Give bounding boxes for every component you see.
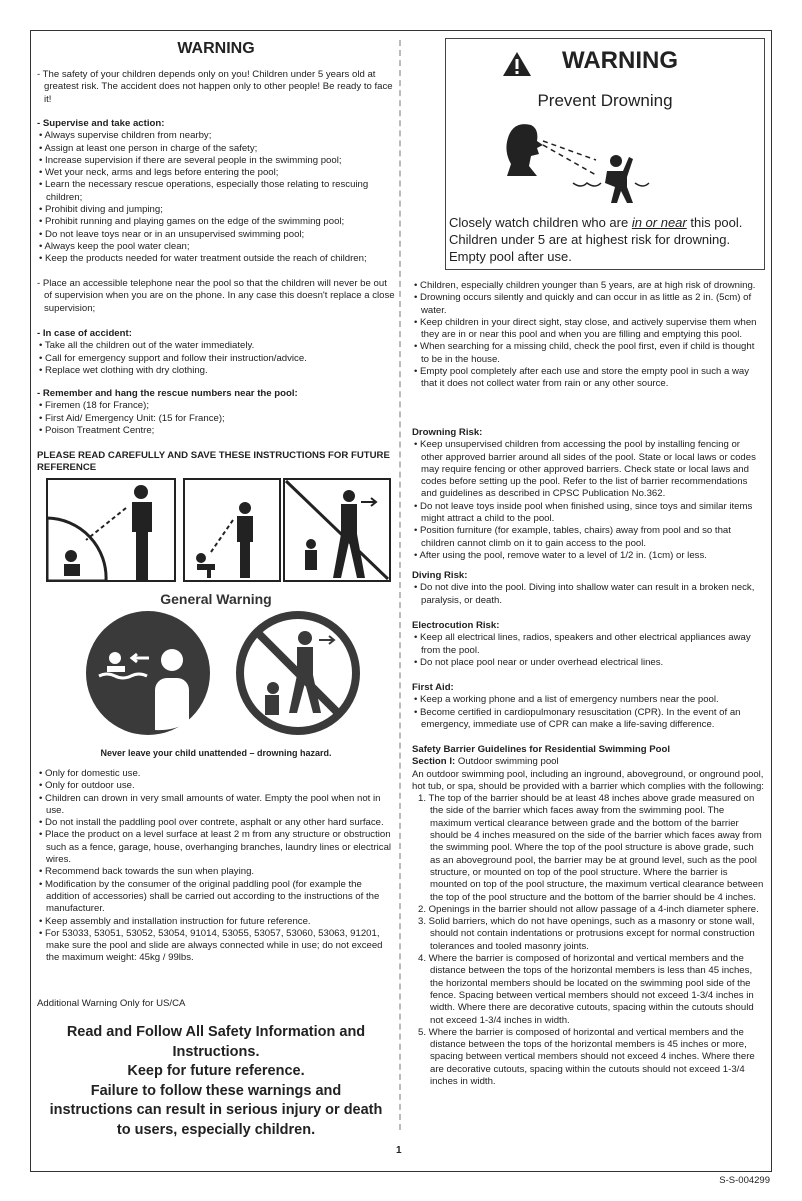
closing-line: Keep for future reference. — [127, 1063, 305, 1079]
list-item: • Poison Treatment Centre; — [37, 425, 395, 437]
list-item: • Keep all electrical lines, radios, speakers and other electrical appliances away from the pool. — [412, 632, 764, 657]
list-item: • Always keep the pool water clean; — [37, 241, 395, 253]
document-code: S-S-004299 — [719, 1175, 770, 1186]
rescue-heading: - Remember and hang the rescue numbers near the pool: — [37, 388, 298, 399]
telephone-paragraph: - Place an accessible telephone near the pool so that the children will never be out of supervision when you are on the phone. In any case this doesn't replace a close supervision; — [37, 278, 395, 314]
no-leaving-child-prohibition-icon — [235, 610, 361, 736]
list-item: • Do not install the paddling pool over contrete, asphalt or any other hard surface. — [37, 817, 395, 829]
list-item: 2. Openings in the barrier should not allow passage of a 4-inch diameter sphere. — [418, 903, 759, 915]
first-aid-section — [412, 682, 764, 731]
section-label: Section I: — [412, 756, 456, 768]
list-item: • Assign at least one person in charge of the safety; — [37, 143, 395, 155]
use-list — [37, 768, 395, 965]
supervise-child-mandatory-icon — [85, 610, 211, 736]
warning-box-subtitle: Prevent Drowning — [537, 91, 673, 110]
section-line — [412, 756, 764, 768]
list-item: • Always supervise children from nearby; — [37, 130, 395, 142]
list-item: • Do not dive into the pool. Diving into shallow water can result in a broken neck, paralysis, or death. — [412, 582, 764, 607]
list-item: • When searching for a missing child, check the pool first, even if child is thought to be in the house. — [412, 341, 764, 366]
drowning-risk-list — [412, 439, 764, 562]
additional-warning-label: Additional Warning Only for US/CA — [37, 998, 186, 1009]
general-warning-pictograms — [37, 610, 395, 736]
warning-heading: WARNING — [177, 40, 255, 57]
list-item: • Call for emergency support and follow their instruction/advice. — [37, 353, 395, 365]
warning-box-line: Empty pool after use. — [449, 249, 572, 264]
barrier-guidelines-section — [412, 744, 764, 1088]
list-item: • Position furniture (for example, tables, chairs) away from pool and so that children cannot climb on it to gain access to the pool. — [412, 525, 764, 550]
emphasis-text: in or near — [631, 215, 687, 230]
list-item: • Replace wet clothing with dry clothing. — [37, 365, 395, 377]
please-read-notice: PLEASE READ CAREFULLY AND SAVE THESE INSTRUCTIONS FOR FUTURE REFERENCE — [37, 450, 390, 474]
warning-box-line: Children under 5 are at highest risk for drowning. — [449, 232, 731, 247]
list-item: • Modification by the consumer of the original paddling pool (for example the addition of accessories) shall be carried out according to the instructions of the manufacturer. — [37, 879, 395, 916]
drowning-pictogram-icon — [501, 115, 661, 213]
drowning-facts-list — [412, 280, 764, 391]
list-item: • Do not leave toys near or in an unsupervised swimming pool; — [37, 229, 395, 241]
diving-risk-heading: Diving Risk: — [412, 570, 468, 581]
barrier-list — [412, 793, 764, 1088]
closing-statement — [37, 1023, 395, 1140]
list-item: • Empty pool completely after each use and store the empty pool in such a way that it does not collect water from rain or any other source. — [412, 366, 764, 391]
section-text: Outdoor swimming pool — [455, 756, 559, 768]
list-item: • Children, especially children younger than 5 years, are at high risk of drowning. — [412, 280, 764, 292]
electrocution-risk-list — [412, 632, 764, 669]
list-item: 3. Solid barriers, which do not have openings, such as a masonry or stone wall, should not contain indentations or protrusions except for normal construction tolerances and tooled masonry joints. — [418, 916, 755, 952]
drowning-risk-heading: Drowning Risk: — [412, 427, 483, 438]
closing-line: Failure to follow these warnings and instructions can result in serious injury or death to users, especially children. — [49, 1082, 383, 1138]
walking-away-prohibited-pictogram-icon — [283, 478, 391, 582]
supervise-heading: - Supervise and take action: — [37, 118, 165, 129]
list-item: • For 53033, 53051, 53052, 53054, 91014, 53055, 53057, 53060, 53063, 91201, make sure the pool and slide are always connected while in use; do not exceed the maximum weight: 45kg / 99lbs. — [37, 928, 395, 965]
list-item: • Keep a working phone and a list of emergency numbers near the pool. — [412, 694, 764, 706]
list-item: • Prohibit running and playing games on the edge of the swimming pool; — [37, 216, 395, 228]
warning-box-text — [449, 214, 742, 265]
rescue-section — [37, 388, 395, 437]
text: this pool. — [686, 215, 743, 230]
pictogram-row — [37, 478, 395, 588]
list-item: • Increase supervision if there are several people in the swimming pool; — [37, 155, 395, 167]
diving-risk-section — [412, 570, 764, 607]
column-divider — [399, 40, 401, 1130]
list-item: • Keep unsupervised children from accessing the pool by installing fencing or other approved barrier around all sides of the pool. State or local laws or codes may require fencing or other approved barriers. Check state or local laws and codes before setting up the pool. Refer to the list of barrier recommendations and guidelines as described in CPSC Publication No.362. — [412, 439, 764, 500]
page-number: 1 — [396, 1145, 402, 1156]
list-item: • After using the pool, remove water to a level of 1/2 in. (1cm) or less. — [412, 550, 764, 562]
rescue-list — [37, 400, 395, 437]
barrier-heading: Safety Barrier Guidelines for Residential Swimming Pool — [412, 744, 671, 755]
accident-heading: - In case of accident: — [37, 328, 132, 339]
list-item: • Prohibit diving and jumping; — [37, 204, 395, 216]
list-item: • Take all the children out of the water immediately. — [37, 340, 395, 352]
supervise-list — [37, 130, 395, 265]
accident-section — [37, 328, 395, 377]
barrier-intro: An outdoor swimming pool, including an inground, aboveground, or onground pool, hot tub, or spa, should be provided with a barrier which complies with the following: — [412, 768, 764, 792]
supervise-pictogram-icon — [46, 478, 176, 582]
list-item: • Learn the necessary rescue operations, especially those relating to rescuing children; — [37, 179, 395, 204]
diving-risk-list — [412, 582, 764, 607]
child-crawling-pictogram-icon — [183, 478, 281, 582]
list-item: • Do not place pool near or under overhead electrical lines. — [412, 657, 764, 669]
list-item: • First Aid/ Emergency Unit: (15 for France); — [37, 413, 395, 425]
list-item: • Become certified in cardiopulmonary resuscitation (CPR). In the event of an emergency, immediate use of CPR can make a life-saving difference. — [412, 707, 764, 732]
list-item: • Drowning occurs silently and quickly and can occur in as little as 2 in. (5cm) of water. — [412, 292, 764, 317]
list-item: 1. The top of the barrier should be at least 48 inches above grade measured on the side of the barrier which faces away from the swimming pool. The maximum vertical clearance between grade and the bottom of the barrier should be 4 inches measured on the side of the barrier which faces away from the swimming pool. Where the top of the pool structure is above grade, such as an aboveground pool, the barrier may be at ground level, such as the pool structure, or mounted on top of the pool structure. Where the barrier is mounted on top of the pool structure, the maximum vertical clearance between the top of the pool structure and the bottom of the barrier should be 4 inches. — [418, 793, 764, 903]
first-aid-list — [412, 694, 764, 731]
intro-paragraph: - The safety of your children depends only on you! Children under 5 years old at greatest risk. The accident does not happen only to other people! Be ready to face it! — [37, 69, 393, 105]
general-warning-heading: General Warning — [160, 591, 272, 607]
list-item: • Only for domestic use. — [37, 768, 395, 780]
list-item: • Keep children in your direct sight, stay close, and actively supervise them when they are in or near this pool and when you are filling and emptying this pool. — [412, 317, 764, 342]
list-item: • Place the product on a level surface at least 2 m from any structure or obstruction such as a fence, garage, house, overhanging branches, laundry lines or electrical wires. — [37, 829, 395, 866]
electrocution-risk-heading: Electrocution Risk: — [412, 620, 500, 631]
list-item: • Recommend back towards the sun when playing. — [37, 866, 395, 878]
supervise-section — [37, 118, 395, 266]
never-leave-caption: Never leave your child unattended – drowning hazard. — [100, 748, 332, 758]
drowning-risk-section — [412, 427, 764, 562]
text: Closely watch children who are — [449, 215, 632, 230]
warning-box-title: WARNING — [562, 47, 678, 74]
list-item: • Children can drown in very small amounts of water. Empty the pool when not in use. — [37, 793, 395, 818]
list-item: • Keep the products needed for water treatment outside the reach of children; — [37, 253, 395, 265]
list-item: • Firemen (18 for France); — [37, 400, 395, 412]
list-item: • Only for outdoor use. — [37, 780, 395, 792]
warning-box-line — [449, 214, 742, 231]
prevent-drowning-warning-box — [445, 38, 765, 270]
list-item: • Do not leave toys inside pool when finished using, since toys and similar items might attract a child to the pool. — [412, 501, 764, 526]
electrocution-risk-section — [412, 620, 764, 669]
list-item: 4. Where the barrier is composed of horizontal and vertical members and the distance between the tops of the horizontal members is less than 45 inches, the horizontal members should be located on the swimming pool side of the fence. Spacing between vertical members should not exceed 1-3/4 inches in width. Where there are decorative cutouts, spacing within the cutouts should not exceed 1-3/4 inches in width. — [418, 953, 754, 1026]
list-item: • Keep assembly and installation instruction for future reference. — [37, 916, 395, 928]
accident-list — [37, 340, 395, 377]
first-aid-heading: First Aid: — [412, 682, 454, 693]
list-item: 5. Where the barrier is composed of horizontal and vertical members and the distance between the tops of the horizontal members is 45 inches or more, spacing between vertical members should not exceed 4 inches. Where there are decorative cutouts, spacing within the cutouts should not exceed 1-3/4 inches in width. — [418, 1026, 755, 1088]
closing-line: Read and Follow All Safety Information and Instructions. — [66, 1024, 366, 1060]
list-item: • Wet your neck, arms and legs before entering the pool; — [37, 167, 395, 179]
